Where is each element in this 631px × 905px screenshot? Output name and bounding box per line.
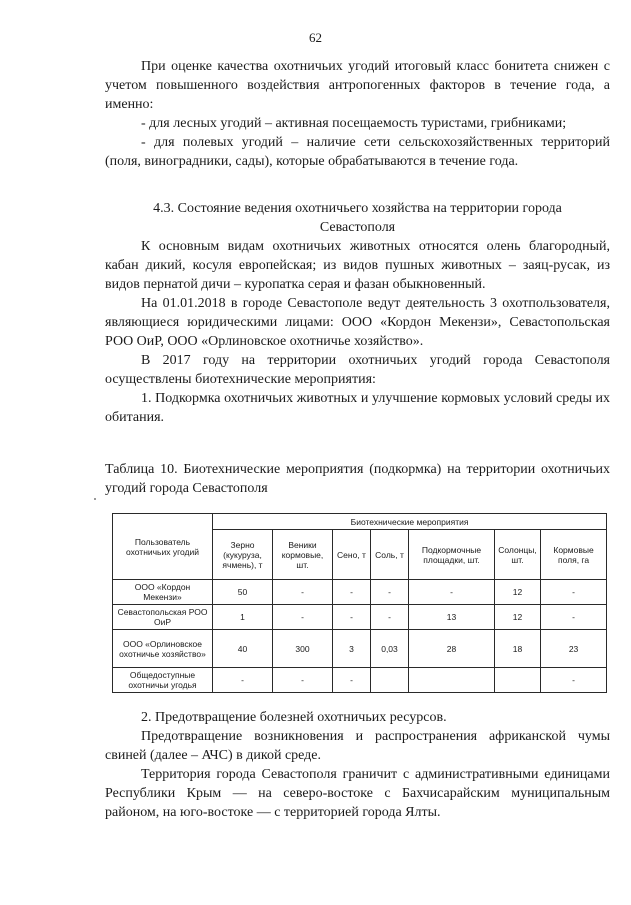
table-cell <box>371 668 409 693</box>
table-cell <box>495 668 541 693</box>
table-cell: 300 <box>273 630 333 668</box>
row-user: Общедоступные охотничьи угодья <box>113 668 213 693</box>
table-cell: - <box>371 580 409 605</box>
column-header: Сено, т <box>333 530 371 580</box>
column-header: Кормовые поля, га <box>541 530 607 580</box>
intro-paragraph: При оценке качества охотничьих угодий итоговый класс бонитета снижен с учетом повышенного воздействия антропогенных факторов в течение года, а именно: <box>105 59 610 112</box>
row-user: Севастопольская РОО ОиР <box>113 605 213 630</box>
body-paragraph: 2. Предотвращение болезней охотничьих ресурсов. <box>141 710 447 725</box>
body-paragraph: Предотвращение возникновения и распространения африканской чумы свиней (далее – АЧС) в дикой среде. <box>105 729 610 763</box>
table-cell: - <box>333 580 371 605</box>
column-header: Веники кормовые, шт. <box>273 530 333 580</box>
table-cell: 50 <box>213 580 273 605</box>
table-cell: 1 <box>213 605 273 630</box>
body-paragraph: К основным видам охотничьих животных относятся олень благородный, кабан дикий, косуля европейская; из видов пушных животных – заяц-русак, из видов пернатой дичи – куропатка серая и фазан обыкновенный. <box>105 239 610 292</box>
table-cell: - <box>213 668 273 693</box>
table-row <box>113 668 607 693</box>
row-user: ООО «Орлиновское охотничье хозяйство» <box>113 630 213 668</box>
table-cell: - <box>333 668 371 693</box>
table-cell: 12 <box>495 580 541 605</box>
column-header: Зерно (кукуруза, ячмень), т <box>213 530 273 580</box>
scan-speck <box>94 498 96 500</box>
table-cell: 28 <box>409 630 495 668</box>
intro-list-item: - для лесных угодий – активная посещаемость туристами, грибниками; <box>141 116 567 131</box>
body-paragraph: На 01.01.2018 в городе Севастополе ведут деятельность 3 охотпользователя, являющиеся юридическими лицами: ООО «Кордон Мекензи», Севастопольская РОО ОиР, ООО «Орлиновское охотничье хозяйство». <box>105 296 610 349</box>
table-cell: 13 <box>409 605 495 630</box>
table-cell: - <box>273 668 333 693</box>
table-row <box>113 580 607 605</box>
table-cell: 12 <box>495 605 541 630</box>
table-row <box>113 605 607 630</box>
table-cell: - <box>273 580 333 605</box>
after-table-body <box>105 708 610 822</box>
table-cell: - <box>371 605 409 630</box>
section-title <box>105 199 610 237</box>
header-user: Пользователь охотничьих угодий <box>113 514 213 580</box>
body-paragraph: 1. Подкормка охотничьих животных и улучшение кормовых условий среды их обитания. <box>105 391 610 425</box>
intro-block <box>105 57 610 171</box>
page-number: 62 <box>309 30 322 45</box>
table-cell: 23 <box>541 630 607 668</box>
table-cell: 0,03 <box>371 630 409 668</box>
section-title-line: 4.3. Состояние ведения охотничьего хозяйства на территории города <box>153 201 562 216</box>
table-cell: 3 <box>333 630 371 668</box>
column-header: Подкормочные площадки, шт. <box>409 530 495 580</box>
table-cell <box>409 668 495 693</box>
table-cell: - <box>541 668 607 693</box>
row-user: ООО «Кордон Мекензи» <box>113 580 213 605</box>
body-paragraph: Территория города Севастополя граничит с административными единицами Республики Крым — на северо-востоке с Бахчисарайским муниципальным районом, на юго-востоке — с территорией города Ялты. <box>105 767 610 820</box>
table-cell: - <box>273 605 333 630</box>
column-header: Соль, т <box>371 530 409 580</box>
table-cell: - <box>541 605 607 630</box>
table-row <box>113 630 607 668</box>
column-header: Солонцы, шт. <box>495 530 541 580</box>
table-cell: - <box>333 605 371 630</box>
section-body <box>105 237 610 427</box>
table-caption: Таблица 10. Биотехнические мероприятия (подкормка) на территории охотничьих угодий города Севастополя <box>105 462 610 496</box>
biotech-table <box>112 513 607 693</box>
body-paragraph: В 2017 году на территории охотничьих угодий города Севастополя осуществлены биотехнические мероприятия: <box>105 353 610 387</box>
table-cell: - <box>541 580 607 605</box>
intro-list-item: - для полевых угодий – наличие сети сельскохозяйственных территорий (поля, виноградники, сады), которые обрабатываются в течение года. <box>105 135 610 169</box>
table-cell: 40 <box>213 630 273 668</box>
header-group: Биотехнические мероприятия <box>213 514 607 530</box>
table-cell: 18 <box>495 630 541 668</box>
section-title-line: Севастополя <box>319 220 396 235</box>
table-cell: - <box>409 580 495 605</box>
